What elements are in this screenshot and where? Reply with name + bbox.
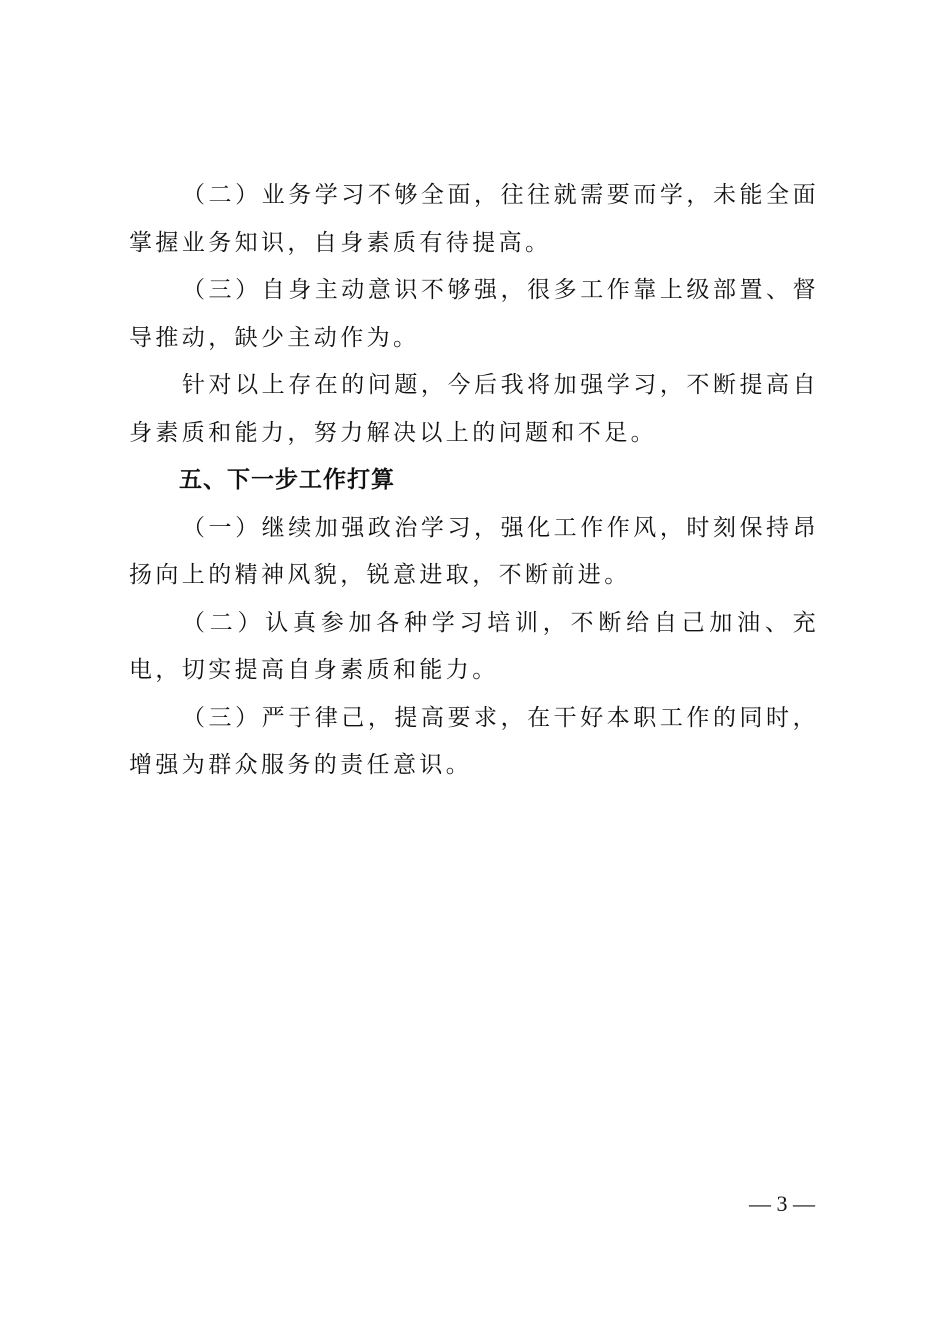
paragraph-political-study: （一）继续加强政治学习，强化工作作风，时刻保持昂扬向上的精神风貌，锐意进取，不断前进。 — [129, 514, 819, 588]
paragraph-self-discipline: （三）严于律己，提高要求，在干好本职工作的同时，增强为群众服务的责任意识。 — [129, 704, 819, 778]
document-body — [129, 172, 819, 790]
page-number: — 3 — — [749, 1191, 815, 1216]
paragraph-improvement-plan: 针对以上存在的问题，今后我将加强学习，不断提高自身素质和能力，努力解决以上的问题和不足。 — [129, 372, 819, 446]
paragraph-business-study: （二）业务学习不够全面，往往就需要而学，未能全面掌握业务知识，自身素质有待提高。 — [129, 182, 819, 256]
paragraph-training: （二）认真参加各种学习培训，不断给自己加油、充电，切实提高自身素质和能力。 — [129, 609, 819, 683]
paragraph-initiative: （三）自身主动意识不够强，很多工作靠上级部置、督导推动，缺少主动作为。 — [129, 277, 819, 351]
section-heading-next-steps: 五、下一步工作打算 — [179, 467, 395, 493]
